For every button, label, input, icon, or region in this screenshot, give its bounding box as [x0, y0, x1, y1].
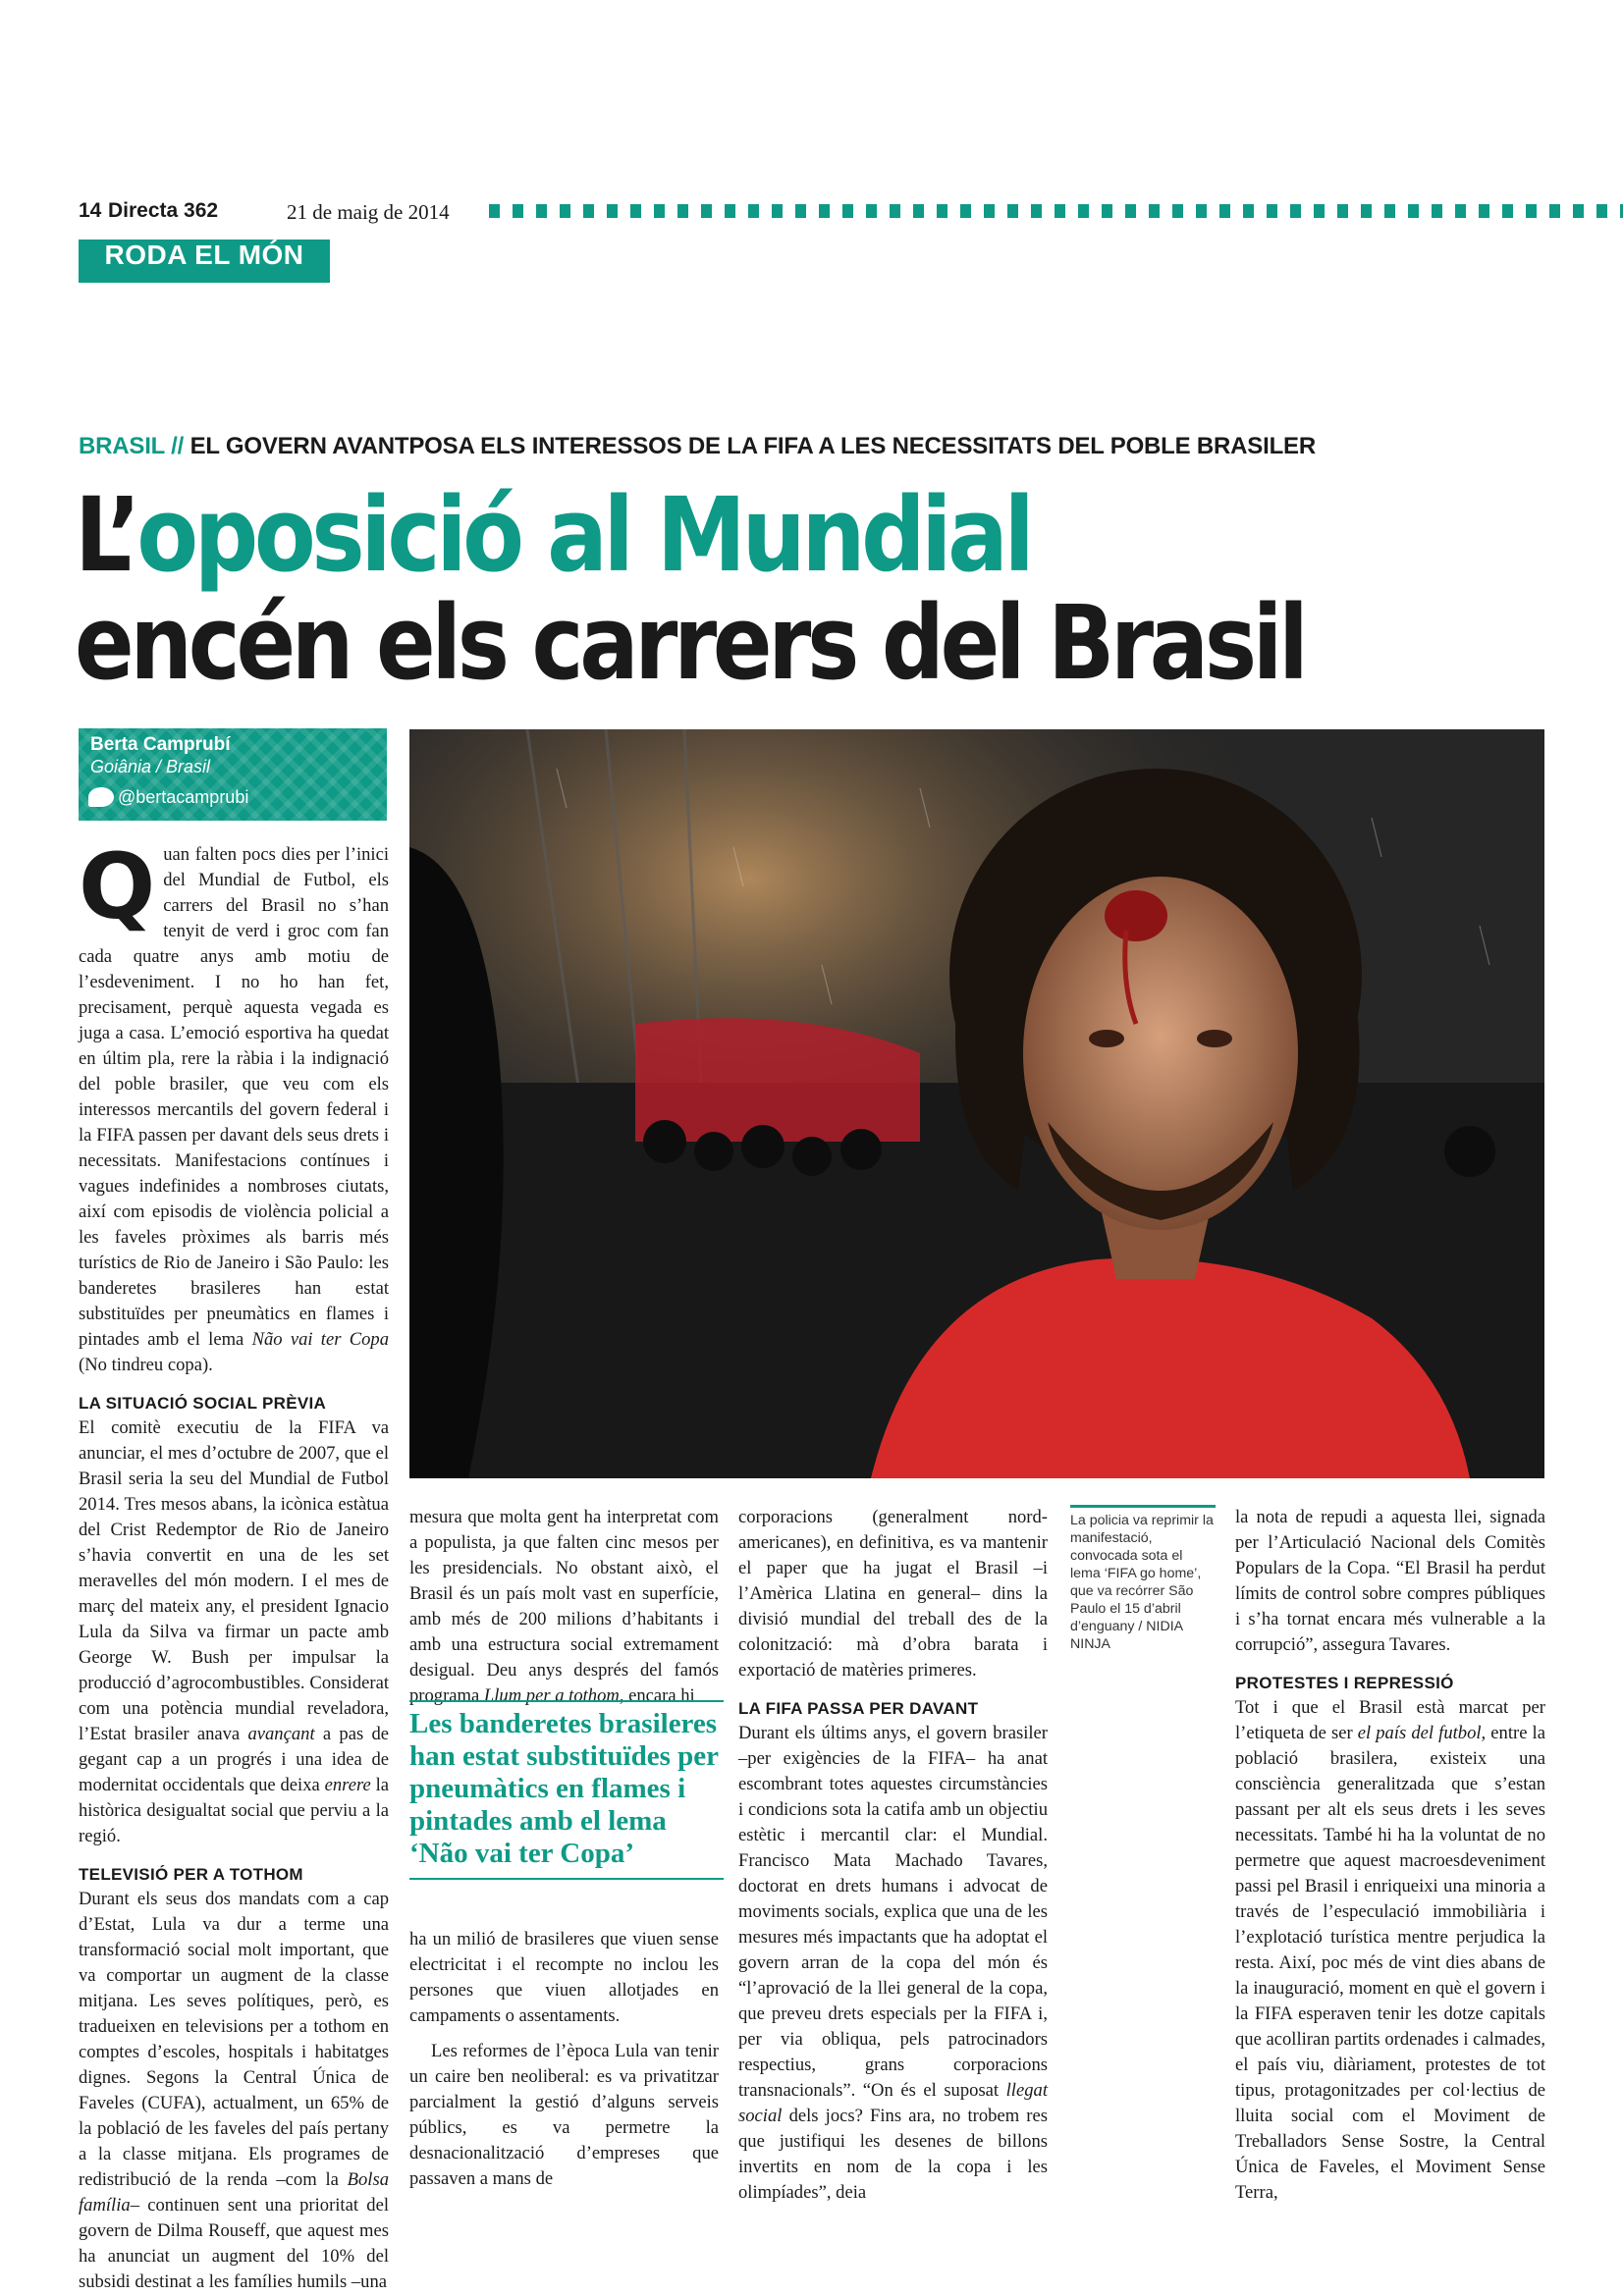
paragraph: ha un milió de brasileres que viuen sense electricitat i el recompte no inclou les persones que viuen allotjades en campaments o assentaments. — [409, 1929, 719, 2026]
byline-box — [79, 728, 387, 821]
headline-line-1 — [75, 475, 1388, 595]
article-column-4 — [1235, 1505, 1545, 2206]
paragraph: la nota de repudi a aquesta llei, signada per l’Articulació Nacional dels Comitès Populars de la Copa. “El Brasil ha perdut límits de control sobre compres públiques i s’ha tornat encara més vulnerable a la corrupció”, assegura Tavares. — [1235, 1507, 1545, 1655]
paragraph: Durant els seus dos mandats com a cap d’Estat, Lula va dur a terme una transformació social molt important, que va comportar un augment de la classe mitjana. Les seves polítiques, però, es tradueixen en televisions per a tothom en comptes d’escoles, hospitals i habitatges dignes. Segons la Central Única de Faveles (CUFA), actualment, un 65% de la població de les faveles del país pertany a la classe mitjana. Els programes de redistribució de la renda –com la Bolsa família– continuen sent una prioritat del govern de Dilma Rouseff, que aquest mes ha anunciat un augment del 10% del subsidi destinat a les famílies humils –una — [79, 1889, 389, 2292]
paragraph: Durant els últims anys, el govern brasiler –per exigències de la FIFA– ha anat escombrant totes aquestes circumstàncies i condicions sota la catifa amb un objectiu estètic i mercantil clar: el Mundial. Francisco Mata Machado Tavares, doctorat en drets humans i advocat de moviments socials, explica que una de les mesures més impactants que ha adoptat el govern arran de la copa del món és “l’aprovació de la llei general de la copa, que preveu drets especials per la FIFA i, per via obliqua, pels patrocinadors respectius, grans corporacions transnacionals”. “On és el suposat llegat social dels jocs? Fins ara, no trobem res que justifiqui les desenes de billons invertits en nom de la copa i les olimpíades”, deia — [738, 1723, 1048, 2203]
article-headline — [75, 475, 1567, 703]
twitter-bird-icon — [88, 787, 114, 807]
article-photo — [409, 729, 1544, 1478]
protest-photo-illustration — [409, 729, 1544, 1478]
paragraph: corporacions (generalment nord-americanes), en definitiva, es va mantenir el paper que ha jugat el Brasil –i l’Amèrica Llatina en general– dins la divisió mundial del treball des de la colonització: mà d’obra barata i exportació de matèries primeres. — [738, 1507, 1048, 1681]
article-column-1 — [79, 834, 389, 2295]
author-twitter[interactable] — [88, 787, 248, 808]
subheading: LA SITUACIÓ SOCIAL PRÈVIA — [79, 1394, 327, 1413]
drop-cap: Q — [79, 834, 156, 939]
twitter-handle: @bertacamprubi — [118, 787, 249, 807]
paragraph: mesura que molta gent ha interpretat com a populista, ja que falten cinc mesos per les presidencials. No obstant això, el Brasil és un país molt vast en superfície, amb més de 200 milions d’habitants i amb una estructura social extremament desigual. Deu anys després del famós programa Llum per a tothom, encara hi — [409, 1507, 719, 1706]
headline-apostrophe: L’ — [75, 475, 137, 595]
subheading: TELEVISIÓ PER A TOTHOM — [79, 1865, 303, 1884]
article-column-3 — [738, 1505, 1048, 2206]
paragraph: El comitè executiu de la FIFA va anunciar, el mes d’octubre de 2007, que el Brasil seria la seu del Mundial de Futbol 2014. Tres mesos abans, la icònica estàtua del Crist Redemptor de Rio de Janeiro s’havia convertit en una de les set meravelles del món modern. I el mes de març del mateix any, el president Ignacio Lula da Silva va firmar un pacte amb George W. Bush per impulsar la producció d’agrocombustibles. Considerat com una potència mundial reveladora, l’Estat brasiler anava avançant a pas de gegant cap a un progrés i una idea de modernitat occidentals que deixa enrere la històrica desigualtat social que perviu a la regió. — [79, 1417, 389, 1846]
issue-date: 21 de maig de 2014 — [287, 200, 450, 224]
lead-paragraph: Quan falten pocs dies per l’inici del Mundial de Futbol, els carrers del Brasil no s’han tenyit de verd i groc com fan cada quatre anys amb motiu de l’esdeveniment. I no ho han fet, precisament, perquè aquesta vegada es juga a casa. L’emoció esportiva ha quedat en últim pla, rere la ràbia i la indignació del poble brasiler, que veu com els interessos mercantils del govern federal i la FIFA passen per davant dels seus drets i necessitats. Manifestacions contínues i vagues indefinides a nombroses ciutats, així com episodis de violència policial a les faveles pròximes als barris més turístics de Rio de Janeiro i São Paulo: les banderetes brasileres han estat substituïdes per pneumàtics en flames i pintades amb el lema Não vai ter Copa (No tindreu copa). — [79, 834, 389, 1375]
photo-caption: La policia va reprimir la manifestació, convocada sota el lema ‘FIFA go home’, que va recórrer São Paulo el 15 d’abril d’enguany / NIDIA NINJA — [1070, 1505, 1216, 1653]
subheading: LA FIFA PASSA PER DAVANT — [738, 1699, 979, 1718]
page-header — [79, 199, 1551, 229]
header-dotted-rule — [489, 204, 1623, 218]
author-location: Goiânia / Brasil — [90, 757, 211, 776]
headline-highlight: oposició al Mundial — [136, 475, 1031, 595]
subheading: PROTESTES I REPRESSIÓ — [1235, 1674, 1454, 1692]
kicker-text: EL GOVERN AVANTPOSA ELS INTERESSOS DE LA FIFA A LES NECESSITATS DEL POBLE BRASILER — [189, 433, 1316, 459]
headline-line-2: encén els carrers del Brasil — [75, 583, 1305, 703]
section-label: RODA EL MÓN — [79, 240, 330, 283]
author-name: Berta Camprubí — [90, 734, 231, 755]
publication-name: Directa 362 — [108, 199, 219, 222]
kicker-tag: BRASIL // — [79, 433, 185, 459]
article-kicker — [79, 433, 1551, 460]
page-number: 14 — [79, 199, 102, 222]
paragraph: Tot i que el Brasil està marcat per l’etiqueta de ser el país del futbol, entre la població brasilera, existeix una consciència generalitzada que s’estan passant per alt els seus drets i les seves necessitats. També hi ha la voluntat de no permetre que aquest macroesdeveniment passi pel Brasil i enriqueixi una minoria a través de l’especulació immobiliària i l’explotació turística mentre perjudica la resta. Així, poc més de vint dies abans de la inauguració, moment en què el govern i la FIFA esperaven tenir les dotze capitals que acolliran partits ordenades i calmades, el país viu, diàriament, protestes de tot tipus, protagonitzades per col·lectius de lluita social com el Moviment de Treballadors Sense Sostre, la Central Única de Faveles, el Moviment Sense Terra, — [1235, 1697, 1545, 2203]
paragraph: Les reformes de l’època Lula van tenir un caire ben neoliberal: es va privatitzar parcialment la gestió d’alguns serveis públics, es va permetre la desnacionalització d’empreses que passaven a mans de — [409, 2041, 719, 2189]
pull-quote: Les banderetes brasileres han estat substituïdes per pneumàtics en flames i pintades amb el lema ‘Não vai ter Copa’ — [409, 1700, 724, 1880]
